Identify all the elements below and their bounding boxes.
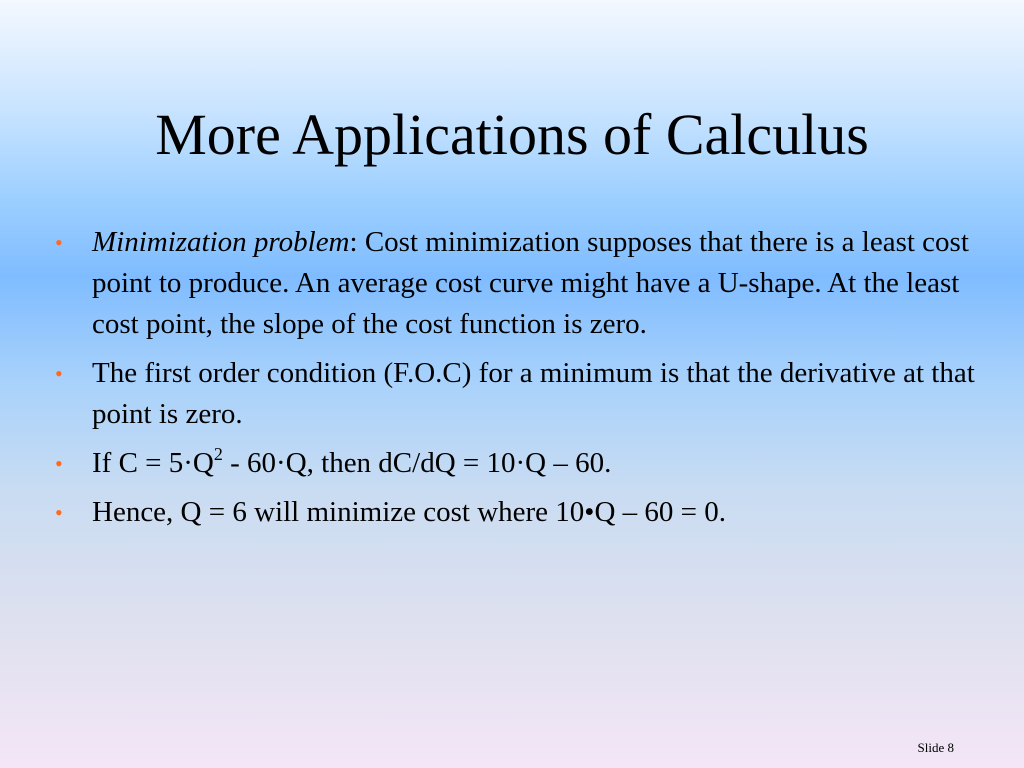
bullet-item-foc — [55, 353, 975, 435]
bullet-text: Hence, Q = 6 will minimize cost where 10•Q – 60 = 0. — [92, 496, 727, 528]
slide-title: More Applications of Calculus — [155, 102, 869, 167]
bullet-item-minimization — [55, 222, 975, 345]
bullet-term: Minimization problem — [92, 226, 350, 258]
bullet-item-solution — [55, 492, 975, 533]
bullet-icon: • — [55, 230, 63, 255]
slide-number: Slide 8 — [917, 740, 954, 755]
bullet-item-cost-function — [55, 443, 975, 484]
bullet-icon: • — [55, 500, 63, 525]
bullet-text-after: - 60·Q, then dC/dQ = 10·Q – 60. — [222, 447, 612, 479]
bullet-text: The first order condition (F.O.C) for a minimum is that the derivative at that point is zero. — [92, 357, 975, 430]
bullet-text-before: If C = 5·Q — [92, 447, 214, 479]
bullet-text: : Cost minimization supposes that there is a least cost point to produce. An average cost curve might have a U-shape. At the least cost point, the slope of the cost function is zero. — [92, 226, 969, 340]
bullet-superscript: 2 — [213, 444, 223, 464]
bullet-icon: • — [55, 451, 63, 476]
bullet-icon: • — [55, 361, 63, 386]
bullet-list — [55, 222, 975, 541]
